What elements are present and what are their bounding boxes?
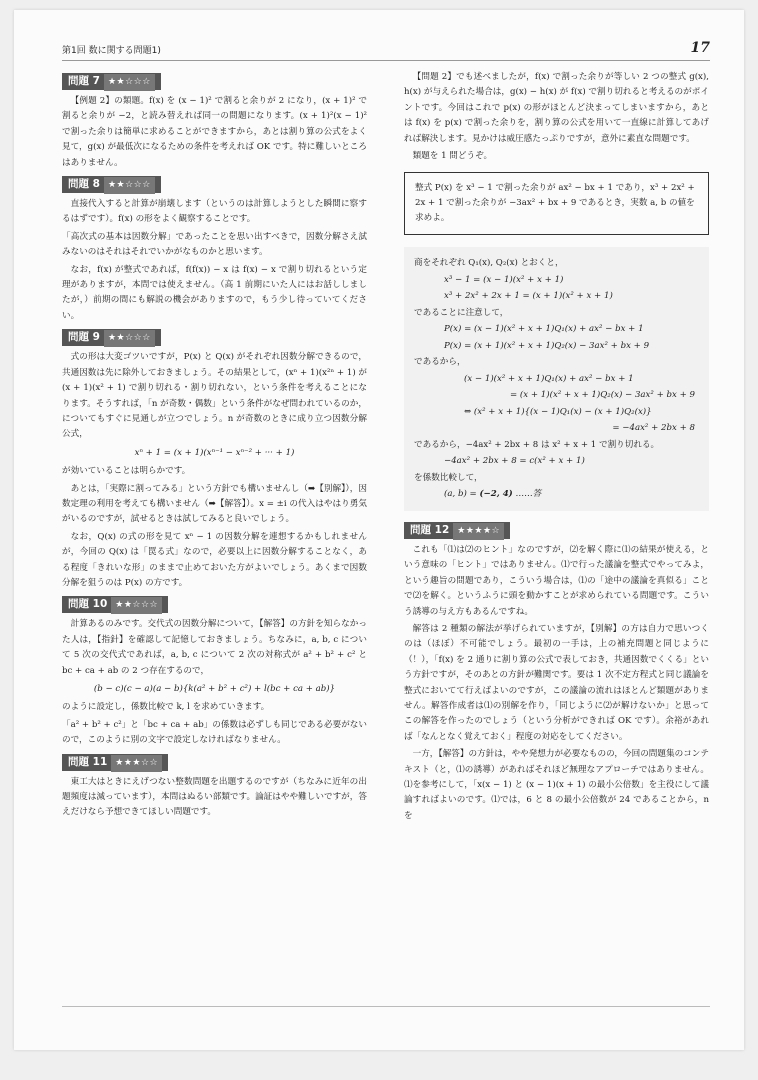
problem-7-badge: 問題 7 ★★☆☆☆ (62, 73, 161, 90)
problem-11-badge: 問題 11 ★★★☆☆ (62, 754, 168, 771)
problem-8-text-3: なお，f(x) が整式であれば，f(f(x)) − x は f(x) − x で割り切れるという定理がありますが，本問では使えません。（高 1 前期にいた人にはお話ししましたが，）前期の間にも解説の機会がありますので，もう少し待っていてください。 (62, 264, 367, 321)
problem-12-badge: 問題 12 ★★★★☆ (404, 522, 510, 539)
solution-line: であるから， (414, 357, 466, 368)
solution-equation: −4ax² + 2bx + 8 = c(x² + x + 1) (444, 456, 585, 467)
solution-line: 商をそれぞれ Q₁(x), Q₂(x) とおくと， (414, 258, 564, 269)
problem-8-badge: 問題 8 ★★☆☆☆ (62, 176, 161, 193)
problem-9-text-1: 式の形は大変ゴツいですが，P(x) と Q(x) がそれぞれ因数分解できるので，共通因数は先に除外しておきましょう。その結果として，(xⁿ + 1)(x²ⁿ + 1) が (x + 1)(x² + 1) で割り切れる・割り切れない，という条件を考えることになります。そうすれば，「n が奇数・偶数」という条件がなぜ問われているのか，についてもすぐに見通しが立つでしょう。n が奇数のときに成り立つ因数分解公式， (62, 352, 367, 440)
problem-11-text: 東工大はときにえげつない整数問題を出題するのですが（ちなみに近年の出題頻度は減っています），本問はぬるい部類です。論証はやや難しいですが，答えだけなら予想できてほしい問題です。 (62, 776, 367, 818)
right-column (404, 70, 709, 826)
difficulty-stars: ★★☆☆☆ (104, 177, 155, 194)
chapter-title: 第1回 数に関する問題1) (62, 46, 161, 56)
solution-equation: = (x + 1)(x² + x + 1)Q₂(x) − 3ax² + bx + 9 (510, 390, 695, 401)
solution-line: であるから，−4ax² + 2bx + 8 は x² + x + 1 で割り切れる。 (414, 439, 660, 450)
problem-8-text-1: 直接代入すると計算が崩壊します（というのは計算しようとした瞬間に察するはずです）。f(x) の形をよく観察することです。 (62, 199, 367, 225)
solution-equation: x³ + 2x² + 2x + 1 = (x + 1)(x² + x + 1) (444, 291, 613, 302)
solution-equation: = −4ax² + 2bx + 8 (612, 423, 695, 434)
solution-equation: P(x) = (x − 1)(x² + x + 1)Q₁(x) + ax² − bx + 1 (444, 324, 644, 335)
problem-12-text-2: 解答は 2 種類の解法が挙げられていますが，【別解】の方は自力で思いつくのは（ほぼ）不可能でしょう。最初の一手は，上の補充問題と同じように（！），「f(x) を 2 通りに割り算の公式で表しておき，共通因数でくくる」という方針ですが，そのあとの方針が難関です。要は 1 次不定方程式と同じ議論を整式においてて行えばよいのですが，この議論の流れはほとんど類題がありません。解答作成者は⑴の別解を作り，「同じように⑵が解けないか」と思ってこの解答を作ったのでしょう（という分析ができれば OK です）。余裕があれば「なんとなく覚えておく」程度の対応をしてください。 (404, 623, 709, 742)
similar-problem-intro: 類題を 1 問どうぞ。 (412, 151, 493, 162)
problem-8-text-2: 「高次式の基本は因数分解」であったことを思い出すべきで，因数分解さえ試みないのはそれはそれでいかがなものかと思います。 (62, 231, 367, 258)
solution-equation: x³ − 1 = (x − 1)(x² + x + 1) (444, 274, 564, 285)
problem-12-text-1: これも「⑴は⑵のヒント」なのですが，⑵を解く際に⑴の結果が使える，という意味の「ヒント」ではありません。⑴で行った議論を整式でやってみよ，という趣旨の問題であり，こういう場合は，⑴の「途中の議論を真似る」ことで⑵を解く。というふうに頭を動かすことが求められている問題です。こういう誘導の与え方もあるんですね。 (404, 544, 709, 617)
problem-10-text-2: のように設定し，係数比較で k, l を求めていきます。 (62, 702, 270, 713)
difficulty-stars: ★★☆☆☆ (104, 330, 155, 347)
problem-9-text-3: あとは，「実際に割ってみる」という方針でも構いませんし（➡【別解】），因数定理の利用を考えても構いません（➡【解答】）。x = ±i の代入はやはり勇気がいるのですが，試せるときは試してみると良いでしょう。 (62, 483, 367, 525)
problem-10-text-1: 計算あるのみです。交代式の因数分解について，【解答】の方針を知らなかった人は，【指針】を確認して記憶しておきましょう。ちなみに，a, b, c について 5 次の交代式であれば，a, b, c について 2 次の対称式が a² + b² + c² と bc + ca + ab の 2 つ存在するので， (62, 619, 367, 676)
solution-equation: (x − 1)(x² + x + 1)Q₁(x) + ax² − bx + 1 (464, 373, 634, 384)
problem-10-badge: 問題 10 ★★☆☆☆ (62, 596, 168, 613)
difficulty-stars: ★★★☆☆ (111, 755, 162, 772)
problem-10-text-3: 「a² + b² + c²」と「bc + ca + ab」の係数は必ずしも同じである必要がないので，このように別の文字で設定しなければなりません。 (62, 719, 367, 746)
page-number: 17 (690, 40, 710, 56)
solution-equation: ⇔ (x² + x + 1){(x − 1)Q₁(x) − (x + 1)Q₂(x)} (464, 406, 652, 417)
problem-11-continued: 【問題 2】でも述べましたが，f(x) で割った余りが等しい 2 つの整式 g(x), h(x) が与えられた場合は，g(x) − h(x) が f(x) で割り切れると考えるのがポイントです。今回はこれで p(x) の形がほとんど決まってしまいますから，あとは f(x) を p(x) で割った余りを，割り算の公式を用いて一直線に計算してあげれば解決します。見かけは威圧感たっぷりですが，意外に素直な問題です。 (404, 72, 709, 144)
left-column (62, 70, 367, 823)
solution-equation: P(x) = (x + 1)(x² + x + 1)Q₂(x) − 3ax² + bx + 9 (444, 340, 650, 351)
page-footer-rule (62, 1006, 710, 1007)
problem-9-text-2: が効いていることは明らかです。 (62, 466, 191, 477)
problem-12-text-3: 一方，【解答】の方針は，やや発想力が必要なものの，今回の問題集のコンテキスト（と，⑴の誘導）があればそれほど無理なアプローチではありません。⑴を参考にして，「x(x − 1) と (x − 1)(x + 1) の最小公倍数」を主役にして議論すればよいのです。⑴では，6 と 8 の最小公倍数が 24 であることから，n を (404, 749, 709, 821)
document-page (14, 10, 744, 1050)
solution-line: を係数比較して， (414, 472, 483, 483)
solution-block (404, 247, 709, 511)
problem-9-text-4: なお，Q(x) の式の形を見て xⁿ − 1 の因数分解を連想するかもしれませんが，今回の Q(x) は「罠る式」なので，必要以上に因数分解することなく，ある程度「きれいな形」のままで止めておいた方がよいでしょう。あくまで因数分解を狙うのは P(x) の方です。 (62, 531, 367, 588)
problem-9-formula: xⁿ + 1 = (x + 1)(xⁿ⁻¹ − xⁿ⁻² + ··· + 1) (134, 447, 295, 458)
solution-line: であることに注意して， (414, 307, 509, 318)
difficulty-stars: ★★★★☆ (453, 523, 504, 540)
problem-7-text: 【例題 2】の類題。f(x) を (x − 1)² で割ると余りが 2 になり，(x + 1)² で割ると余りが −2，と読み替えれば同一の問題になります。(x + 1)²(x − 1)² で割った余りは簡単に求めることができますから，あとは割り算の公式をよく見て，g(x) が最低次になるための条件を考えれば OK です。特に難しいところはありません。 (62, 96, 367, 168)
problem-10-formula: (b − c)(c − a)(a − b){k(a² + b² + c²) + l(bc + ca + ab)} (93, 684, 336, 694)
difficulty-stars: ★★☆☆☆ (111, 597, 162, 614)
difficulty-stars: ★★☆☆☆ (104, 74, 155, 91)
solution-answer: (a, b) = (−2, 4) ……答 (444, 489, 542, 500)
practice-problem-box: 整式 P(x) を x³ − 1 で割った余りが ax² − bx + 1 であり，x³ + 2x² + 2x + 1 で割った余りが −3ax² + bx + 9 であるとき，実数 a, b の値を求めよ。 (404, 172, 709, 235)
problem-9-badge: 問題 9 ★★☆☆☆ (62, 329, 161, 346)
page-header (62, 40, 710, 61)
